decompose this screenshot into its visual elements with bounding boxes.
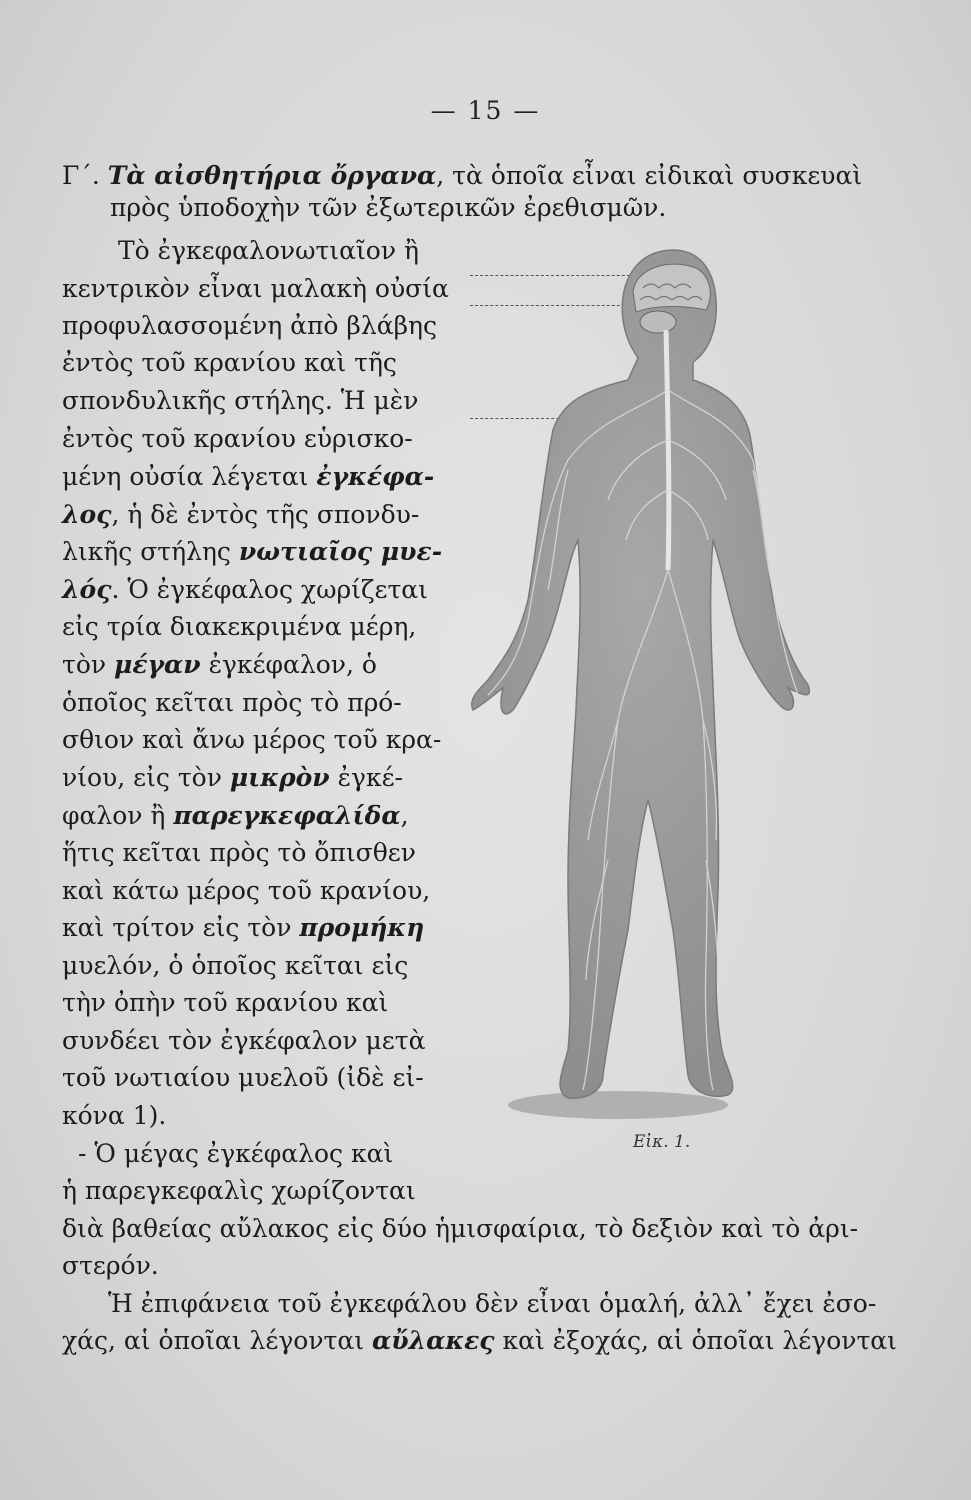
- text-span: προφυλασσομένη ἀπὸ βλάβης: [62, 311, 438, 340]
- text-span: ἐντὸς τοῦ κρανίου καὶ τῆς: [62, 348, 397, 377]
- text-span: Γ΄.: [62, 161, 108, 190]
- text-span: Τὸ ἐγκεφαλονωτιαῖον ἢ: [118, 236, 419, 265]
- text-line: [62, 875, 430, 907]
- text-span: τοῦ νωτιαίου μυελοῦ (ἰδὲ εἰ-: [62, 1063, 424, 1092]
- emphasized-term: μέγαν: [114, 650, 201, 679]
- text-line: [62, 160, 862, 192]
- cerebellum: [640, 311, 676, 333]
- text-line: [62, 385, 418, 417]
- text-span: καὶ τρίτον εἰς τὸν: [62, 913, 300, 942]
- text-span: τὸν: [62, 650, 115, 679]
- text-span: ἐγκέφαλον, ὁ: [200, 650, 377, 679]
- text-line: [62, 499, 419, 531]
- figure-caption: Εἰκ. 1.: [633, 1132, 691, 1152]
- text-span: καὶ κάτω μέρος τοῦ κρανίου,: [62, 876, 431, 905]
- text-span: ἥτις κεῖται πρὸς τὸ ὄπισθεν: [62, 838, 416, 867]
- text-line: [62, 800, 409, 832]
- emphasized-term: λός: [62, 575, 112, 604]
- text-span: μένη οὐσία λέγεται: [62, 462, 317, 491]
- text-span: στερόν.: [62, 1251, 159, 1280]
- text-span: νίου, εἰς τὸν: [62, 763, 230, 792]
- nervous-system-figure: [468, 240, 868, 1130]
- text-span: κόνα 1).: [62, 1101, 167, 1130]
- text-span: σπονδυλικῆς στήλης. Ἡ μὲν: [62, 386, 419, 415]
- text-line: [62, 1175, 416, 1207]
- text-line: [62, 423, 413, 455]
- text-line: [118, 235, 419, 267]
- text-line: [62, 1100, 166, 1132]
- text-line: [78, 1138, 393, 1170]
- text-span: τὴν ὀπὴν τοῦ κρανίου καὶ: [62, 988, 389, 1017]
- text-span: - Ὁ μέγας ἐγκέφαλος καὶ: [78, 1139, 394, 1168]
- text-line: [62, 724, 441, 756]
- text-line: [62, 611, 416, 643]
- text-line: [62, 687, 402, 719]
- floor-shadow: [508, 1091, 728, 1119]
- text-span: συνδέει τὸν ἐγκέφαλον μετὰ: [62, 1026, 426, 1055]
- text-span: διὰ βαθείας αὔλακος εἰς δύο ἡμισφαίρια, τὸ δεξιὸν καὶ τὸ ἀρι-: [62, 1214, 859, 1243]
- text-line: [62, 310, 437, 342]
- text-span: καὶ ἐξοχάς, αἱ ὁποῖαι λέγονται: [494, 1326, 897, 1355]
- text-span: , τὰ ὁποῖα εἶναι εἰδικαὶ συσκευαὶ: [436, 161, 863, 190]
- emphasized-term: Τὰ αἰσθητήρια ὄργανα: [107, 161, 437, 190]
- text-line: [62, 347, 397, 379]
- text-line: [62, 762, 403, 794]
- text-line: [62, 649, 377, 681]
- text-line: [62, 1250, 159, 1282]
- text-span: ἐγκέ-: [329, 763, 403, 792]
- emphasized-term: παρεγκεφαλίδα: [173, 801, 401, 830]
- emphasized-term: μικρὸν: [229, 763, 330, 792]
- text-span: εἰς τρία διακεκριμένα μέρη,: [62, 612, 417, 641]
- text-span: πρὸς ὑποδοχὴν τῶν ἐξωτερικῶν ἐρεθισμῶν.: [110, 193, 667, 222]
- text-span: ἐντὸς τοῦ κρανίου εὑρισκο-: [62, 424, 413, 453]
- text-line: [62, 1062, 424, 1094]
- text-line: [62, 536, 442, 568]
- text-span: Ἡ ἐπιφάνεια τοῦ ἐγκεφάλου δὲν εἶναι ὁμαλή, ἀλλ᾽ ἔχει ἐσο-: [108, 1289, 877, 1318]
- text-line: [62, 273, 449, 305]
- emphasized-term: ἐγκέφα-: [316, 462, 435, 491]
- text-span: μυελόν, ὁ ὁποῖος κεῖται εἰς: [62, 951, 409, 980]
- text-span: φαλον ἢ: [62, 801, 174, 830]
- text-line: [108, 1288, 876, 1320]
- spinal-cord: [666, 330, 669, 570]
- text-line: [110, 192, 666, 224]
- text-span: λικῆς στήλης: [62, 537, 239, 566]
- text-span: , ἡ δὲ ἐντὸς τῆς σπονδυ-: [111, 500, 420, 529]
- text-span: ὁποῖος κεῖται πρὸς τὸ πρό-: [62, 688, 402, 717]
- emphasized-term: νωτιαῖος μυε-: [238, 537, 443, 566]
- text-line: [62, 950, 408, 982]
- text-span: χάς, αἱ ὁποῖαι λέγονται: [62, 1326, 372, 1355]
- text-line: [62, 1325, 897, 1357]
- text-line: [62, 461, 434, 493]
- page-number: — 15 —: [430, 96, 541, 125]
- emphasized-term: αὔλακες: [371, 1326, 495, 1355]
- emphasized-term: προμήκη: [299, 913, 425, 942]
- text-line: [62, 1213, 858, 1245]
- text-line: [62, 912, 424, 944]
- text-line: [62, 987, 388, 1019]
- text-span: . Ὁ ἐγκέφαλος χωρίζεται: [111, 575, 428, 604]
- emphasized-term: λος: [62, 500, 112, 529]
- text-line: [62, 1025, 425, 1057]
- text-span: σθιον καὶ ἄνω μέρος τοῦ κρα-: [62, 725, 442, 754]
- body-silhouette: [472, 250, 810, 1098]
- text-span: ἡ παρεγκεφαλὶς χωρίζονται: [62, 1176, 416, 1205]
- text-line: [62, 837, 416, 869]
- text-line: [62, 574, 428, 606]
- text-span: ,: [400, 801, 409, 830]
- text-span: κεντρικὸν εἶναι μαλακὴ οὐσία: [62, 274, 449, 303]
